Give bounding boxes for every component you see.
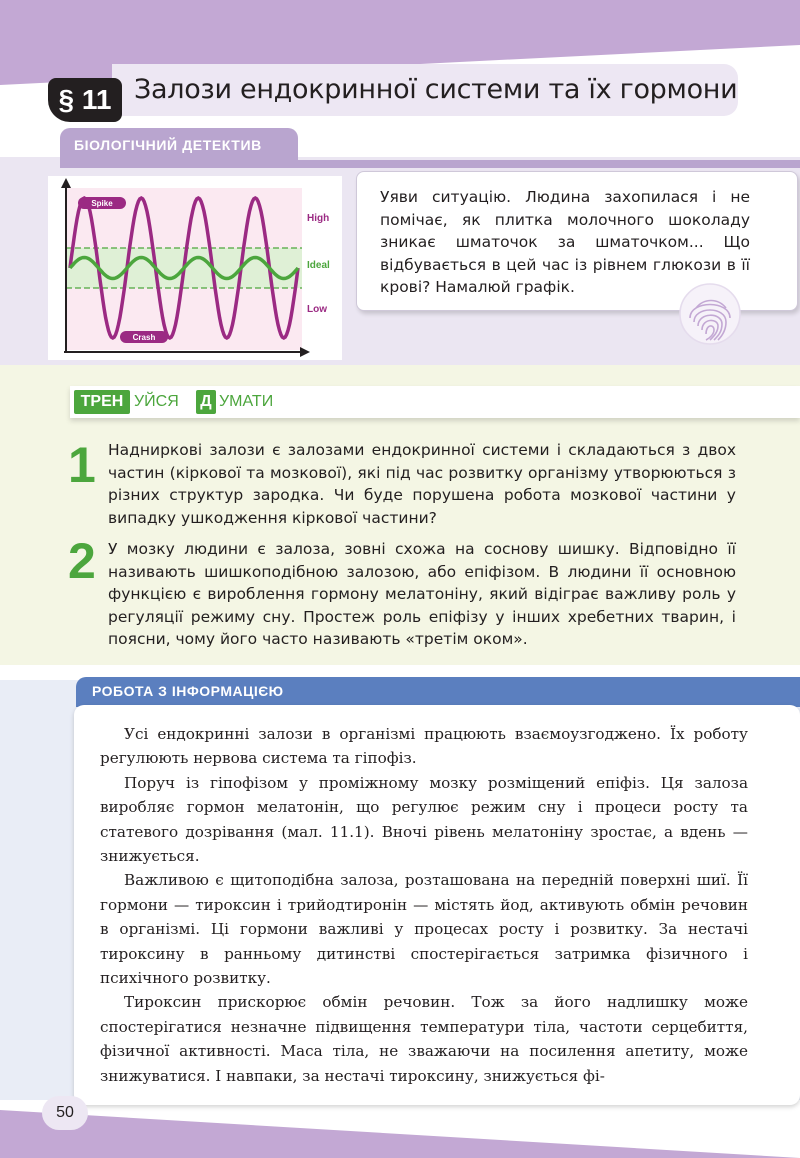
info-paragraph-4: Тироксин прискорює обмін речовин. Тож за його надлишку може спостерігатися незначне підвищення температури тіла, частоти серцебиття, фізичної активності. Маса тіла, не зважаючи на посилення апетиту, може знижуватися. І навпаки, за нестачі тироксину, знижується фі- — [100, 993, 748, 1085]
question-text-2: У мозку людини є залоза, зовні схожа на соснову шишку. Відповідно її називають шишкоподібною залозою, або епіфізом. В людини її основною функцією є вироблення гормону мелатоніну, який відіграє важливу роль у регуляції режиму сну. Простеж роль епіфізу у інших хребетних тварин, і поясни, чому його часто називають «третім оком». — [108, 540, 736, 648]
info-paragraph-2: Поруч із гіпофізом у проміжному мозку розміщений епіфіз. Ця залоза виробляє гормон мелатонін, що регулює режим сну і процеси росту та статевого дозрівання (мал. 11.1). Вночі рівень мелатоніну зростає, а вдень — знижується. — [100, 773, 748, 866]
question-number-1: 1 — [68, 437, 96, 493]
fingerprint-icon — [674, 278, 746, 350]
think-label-rest: УМАТИ — [219, 393, 274, 410]
info-paragraph-1: Усі ендокринні залози в організмі працюють взаємоузгоджено. Їх роботу регулюють нервова система та гіпофіз. — [100, 725, 748, 768]
page-title: Залози ендокринної системи та їх гормони — [134, 74, 738, 105]
story-text: Уяви ситуацію. Людина захопилася і не помічає, як плитка молочного шоколаду зникає шматочок за шматочком... Що відбувається в цей час із рівнем глюкози в її крові? Намалюй графік. — [380, 188, 750, 296]
info-tab-label: РОБОТА З ІНФОРМАЦІЄЮ — [92, 683, 284, 699]
glucose-chart — [48, 176, 342, 360]
crash-label: Crash — [132, 333, 156, 342]
level-label-ideal: Ideal — [307, 260, 330, 271]
detective-tab-label: БІОЛОГІЧНИЙ ДЕТЕКТИВ — [74, 137, 262, 153]
section-number-badge: § 11 — [48, 78, 122, 122]
level-label-high: High — [307, 213, 330, 224]
question-number-2: 2 — [68, 533, 96, 589]
chart-y-axis-arrow — [61, 178, 71, 188]
level-label-low: Low — [307, 304, 327, 315]
think-label-box: Д — [196, 390, 216, 414]
spike-label: Spike — [91, 199, 113, 208]
train-label-rest: УЙСЯ — [134, 393, 179, 410]
train-label-box: ТРЕН — [74, 390, 130, 414]
detective-tab-bar — [60, 160, 800, 168]
footer-decoration — [0, 1080, 800, 1158]
info-paragraph-3: Важливою є щитоподібна залоза, розташована на передній поверхні шиї. Її гормони — тироксин і трийодтиронін — містять йод, активують обмін речовин в організмі. Ці гормони важливі у процесах росту і розвитку. За нестачі тироксину в ранньому дитинстві спостерігається затримка фізичного і психічного розвитку. — [100, 871, 748, 988]
train-think-bar — [70, 386, 800, 418]
question-text-1: Надниркові залози є залозами ендокринної системи і складаються з двох частин (кіркової та мозкової), які під час розвитку організму утворюються з різних структур зародка. Чи буде порушена робота мозкової частини у випадку ушкодження кіркової частини? — [108, 441, 736, 527]
page-number: 50 — [42, 1096, 88, 1130]
chart-x-axis-arrow — [300, 347, 310, 357]
info-body — [100, 722, 748, 1088]
